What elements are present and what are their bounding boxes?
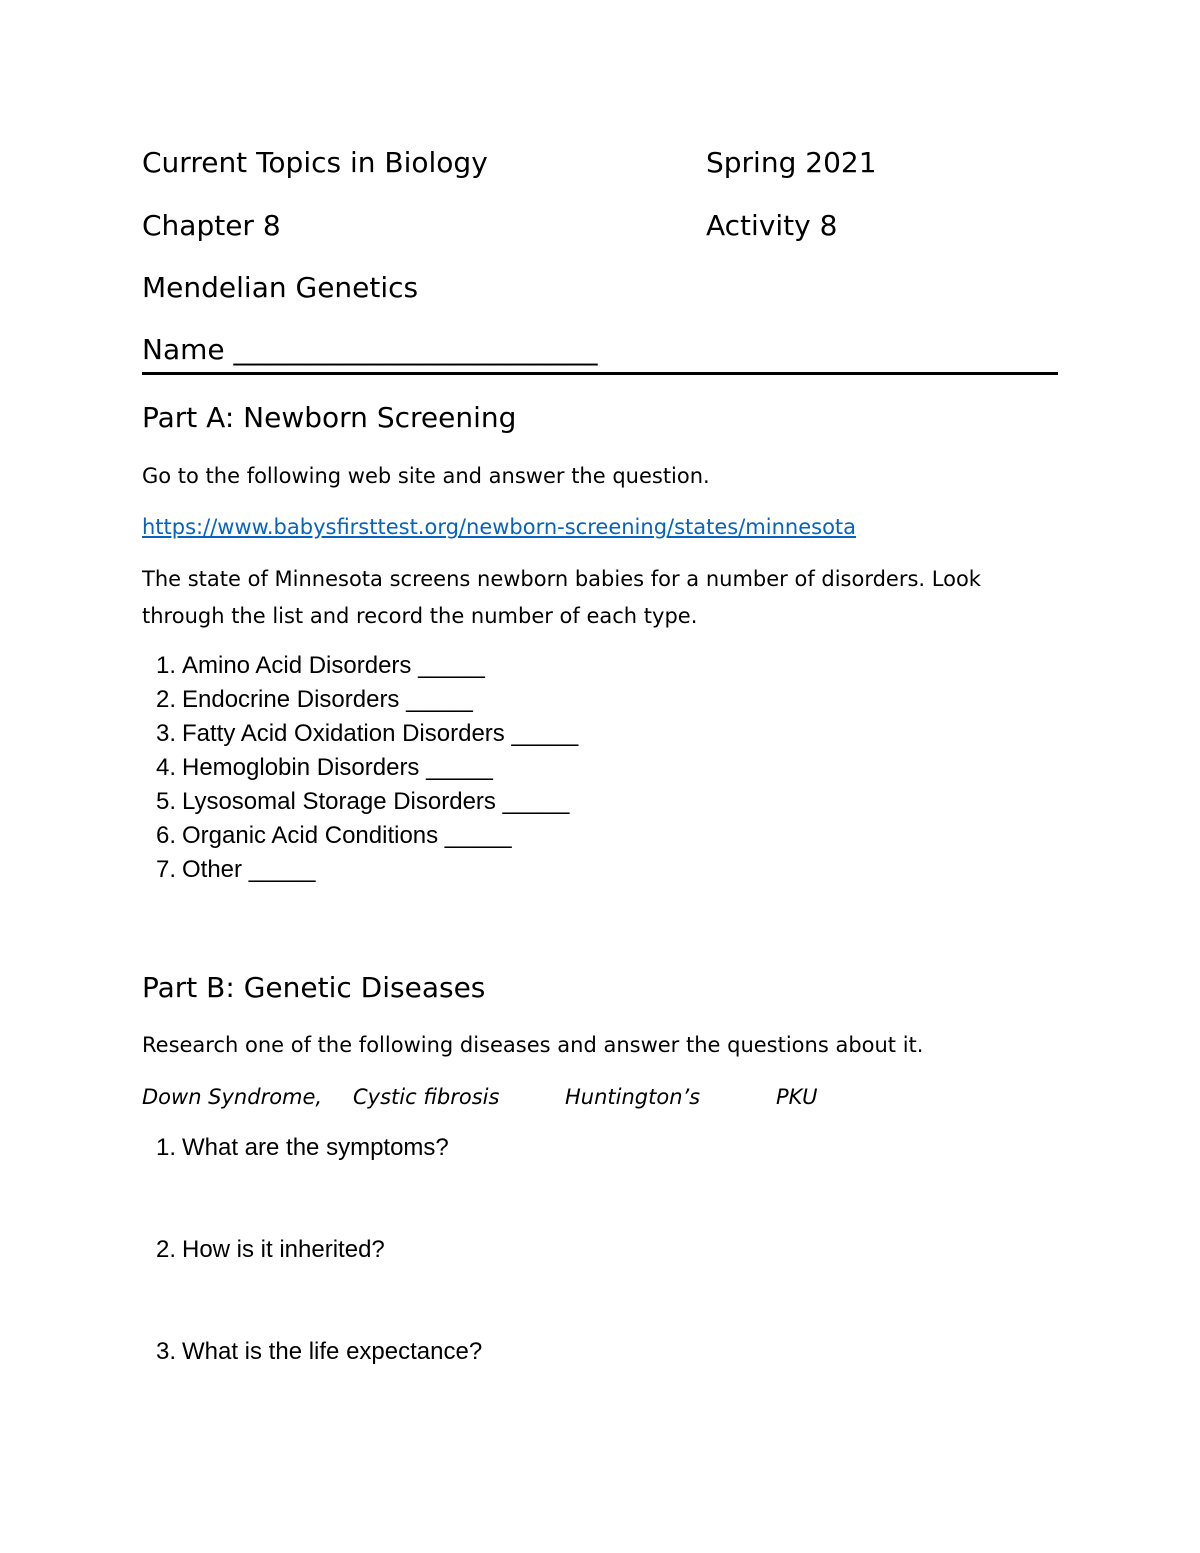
part-a-description-line-1: The state of Minnesota screens newborn babies for a number of disorders. Look [142,567,981,591]
list-item: 1. What are the symptoms? [155,1134,449,1161]
list-item: 3. Fatty Acid Oxidation Disorders _____ [155,720,579,747]
part-b-heading: Part B: Genetic Diseases [142,971,486,1004]
part-a-instruction: Go to the following web site and answer the question. [142,464,710,488]
disease-option: Cystic fibrosis [353,1085,500,1109]
part-a-description-line-2: through the list and record the number of each type. [142,604,698,628]
list-item: 6. Organic Acid Conditions _____ [155,822,512,849]
screening-link[interactable]: https://www.babysfirsttest.org/newborn-screening/states/minnesota [142,515,857,539]
list-item: 4. Hemoglobin Disorders _____ [155,754,493,781]
disease-option: Huntington’s [565,1085,701,1109]
part-b-instruction: Research one of the following diseases and answer the questions about it. [142,1033,924,1057]
topic-title: Mendelian Genetics [142,271,419,304]
list-item: 2. Endocrine Disorders _____ [155,686,473,713]
list-item: 1. Amino Acid Disorders _____ [155,652,485,679]
term-label: Spring 2021 [706,146,877,179]
part-a-heading: Part A: Newborn Screening [142,401,517,434]
activity-label: Activity 8 [706,209,838,242]
question-list [142,1131,482,1437]
disorder-list [142,649,578,887]
screening-link-row [142,509,856,546]
disease-option: PKU [776,1085,818,1109]
name-divider [142,372,1058,375]
list-item: 2. How is it inherited? [155,1236,385,1263]
name-field-label: Name __________________________ [142,333,598,366]
list-item: 7. Other _____ [155,856,316,883]
disease-option: Down Syndrome, [142,1085,323,1109]
course-title: Current Topics in Biology [142,146,488,179]
list-item: 5. Lysosomal Storage Disorders _____ [155,788,570,815]
chapter-label: Chapter 8 [142,209,281,242]
list-item: 3. What is the life expectance? [155,1338,483,1365]
